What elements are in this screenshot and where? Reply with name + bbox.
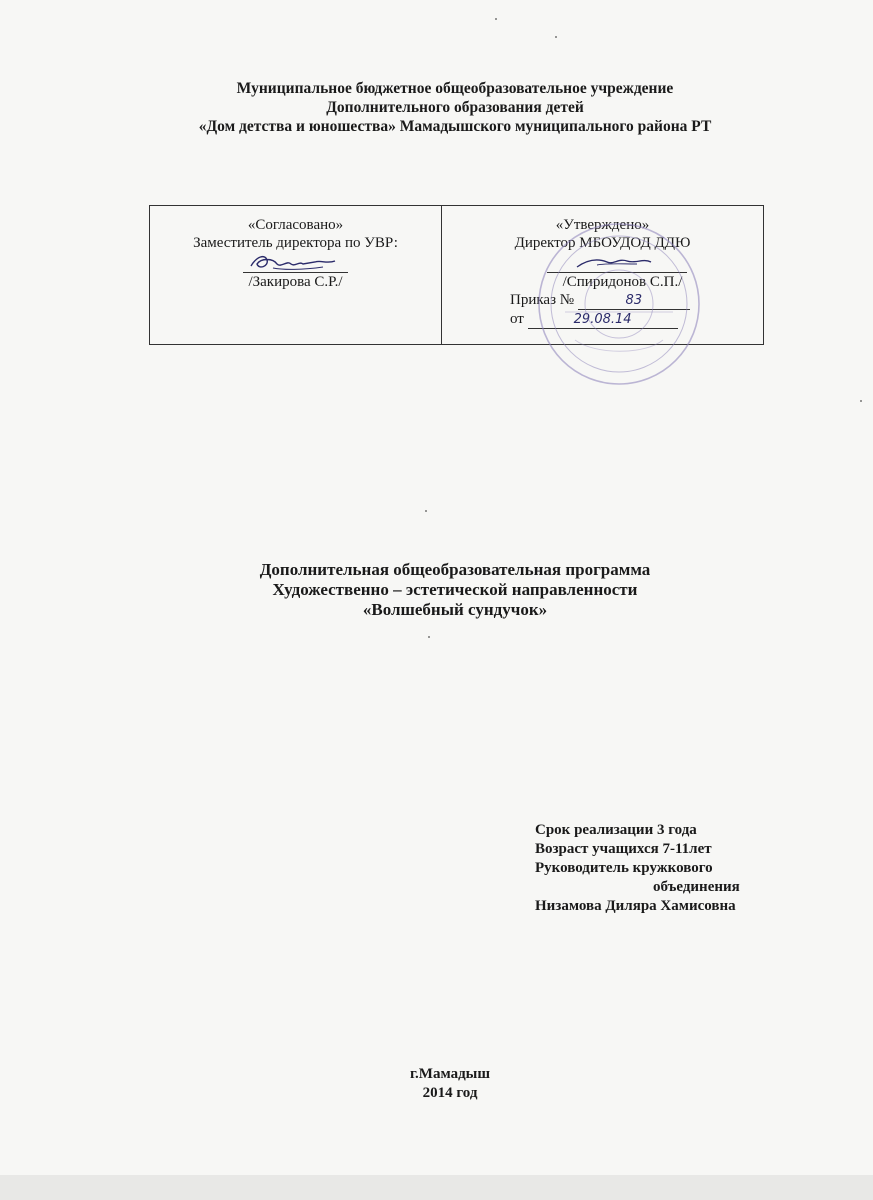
leader-label-2: объединения — [653, 879, 740, 895]
scan-speck — [860, 400, 862, 402]
leader-name: Низамова Диляра Хамисовна — [535, 898, 736, 914]
city: г.Мамадыш — [409, 1066, 491, 1082]
agreed-cell — [150, 206, 442, 344]
program-line-3: «Волшебный сундучок» — [362, 600, 548, 619]
order-row — [510, 291, 763, 310]
agreed-signature-line — [243, 252, 348, 273]
approved-position: Директор МБОУДОД ДДЮ — [514, 235, 691, 251]
scan-bottom-edge — [0, 1175, 873, 1200]
duration-text: Срок реализации 3 года — [535, 822, 697, 838]
scan-speck — [428, 636, 430, 638]
agreed-position: Заместитель директора по УВР: — [193, 235, 398, 251]
scan-speck — [425, 510, 427, 512]
approved-signature-line — [547, 252, 687, 273]
agreed-title: «Согласовано» — [247, 217, 344, 233]
scan-speck — [555, 36, 557, 38]
program-line-1: Дополнительная общеобразовательная программа — [259, 560, 651, 579]
date-row — [510, 310, 763, 329]
date-label: от — [510, 311, 524, 327]
scan-speck — [495, 18, 497, 20]
footer — [300, 1065, 600, 1103]
agreed-name: /Закирова С.Р./ — [248, 274, 343, 290]
header-line-2: Дополнительного образования детей — [326, 99, 584, 116]
approved-name: /Спиридонов С.П./ — [562, 274, 683, 290]
institution-header — [150, 79, 760, 136]
header-line-3: «Дом детства и юношества» Мамадышского муниципального района РТ — [198, 118, 712, 135]
approval-table — [149, 205, 764, 345]
program-info — [535, 821, 795, 916]
handwritten-signature-spiridonov — [547, 252, 687, 272]
order-label: Приказ № — [510, 292, 575, 308]
header-line-1: Муниципальное бюджетное общеобразовательное учреждение — [236, 80, 674, 97]
approved-cell — [442, 206, 763, 344]
order-number: 83 — [578, 293, 690, 310]
program-title — [170, 560, 740, 620]
leader-label-1: Руководитель кружкового — [535, 860, 713, 876]
age-text: Возраст учащихся 7-11лет — [535, 841, 712, 857]
date-value: 29.08.14 — [528, 312, 678, 329]
year: 2014 год — [422, 1085, 478, 1101]
program-line-2: Художественно – эстетической направленности — [272, 580, 638, 599]
approved-title: «Утверждено» — [555, 217, 650, 233]
handwritten-signature-zakirova — [243, 252, 348, 272]
